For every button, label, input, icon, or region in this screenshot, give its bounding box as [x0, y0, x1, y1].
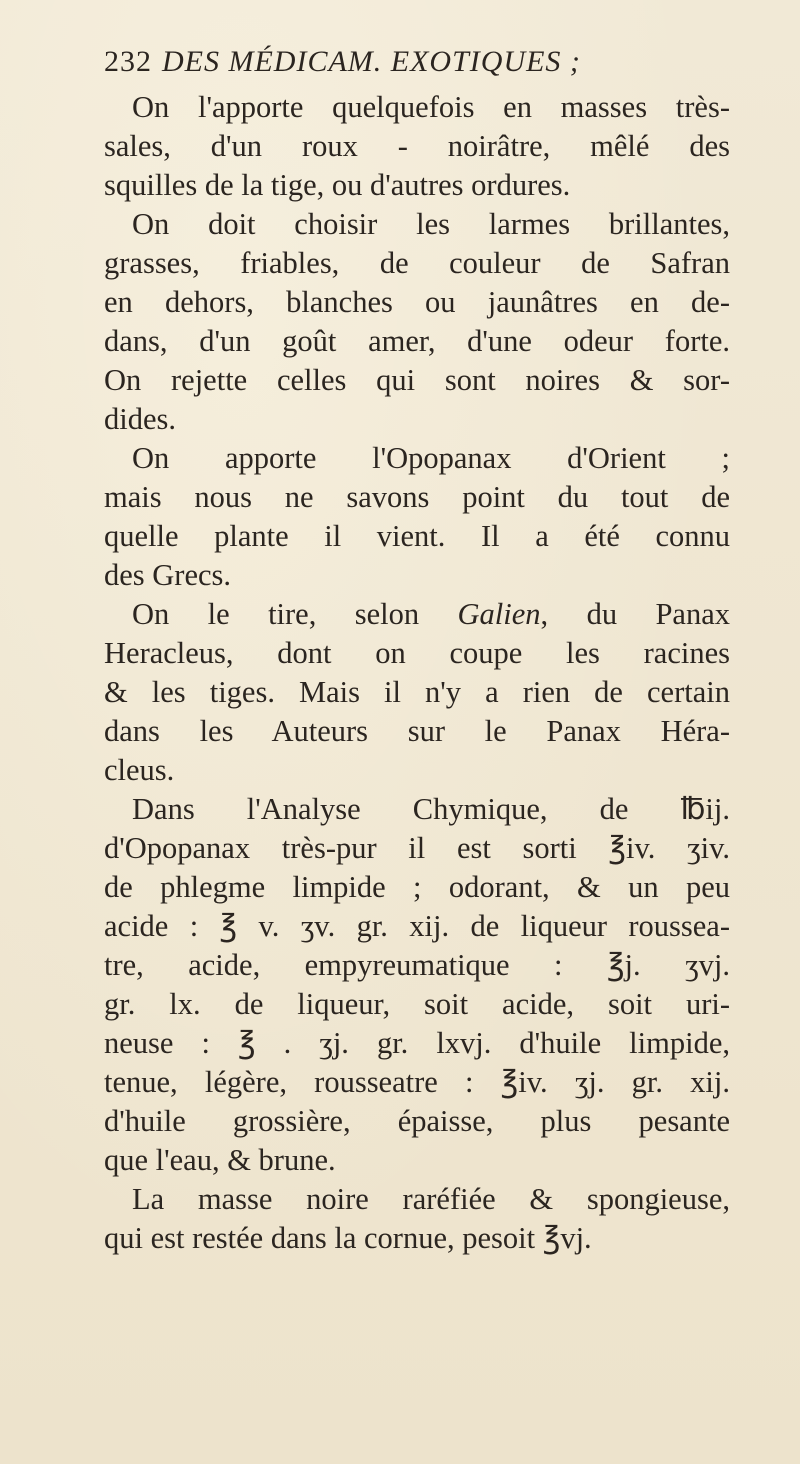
text-line: On l'apporte quelquefois en masses très-: [132, 90, 730, 124]
paragraph: [104, 88, 730, 205]
page-header: [104, 36, 730, 88]
text-line: tenue, légère, rousseatre : ℥iv. ʒj. gr. xij.: [104, 1065, 730, 1099]
running-title: DES MÉDICAM. EXOTIQUES ;: [162, 45, 581, 78]
text-line: sales, d'un roux - noirâtre, mêlé des: [104, 129, 730, 163]
paragraph: [104, 790, 730, 1180]
text-line: On doit choisir les larmes brillantes,: [132, 207, 730, 241]
text-line: Heracleus, dont on coupe les racines: [104, 636, 730, 670]
text-line: des Grecs.: [104, 558, 232, 592]
text-line: dans, d'un goût amer, d'une odeur forte.: [104, 324, 730, 358]
text-line: squilles de la tige, ou d'autres ordures.: [104, 168, 571, 202]
text-line: dans les Auteurs sur le Panax Héra-: [104, 714, 730, 748]
text-segment: , du Panax: [540, 597, 731, 631]
text-line: tre, acide, empyreumatique : ℥j. ʒvj.: [104, 948, 730, 982]
body-text: [104, 88, 730, 1258]
text-line: en dehors, blanches ou jaunâtres en de-: [104, 285, 730, 319]
text-line: dides.: [104, 402, 177, 436]
text-line: de phlegme limpide ; odorant, & un peu: [104, 870, 730, 904]
author-name: Galien: [457, 597, 541, 631]
text-line: acide : ℥ v. ʒv. gr. xij. de liqueur roussea-: [104, 909, 730, 943]
text-line: qui est restée dans la cornue, pesoit ℥vj.: [104, 1221, 592, 1255]
text-line: Dans l'Analyse Chymique, de ℔ij.: [132, 792, 730, 826]
text-line: & les tiges. Mais il n'y a rien de certain: [104, 675, 730, 709]
text-segment: On le tire, selon: [132, 597, 458, 631]
text-line: [104, 595, 730, 634]
text-line: neuse : ℥ . ʒj. gr. lxvj. d'huile limpide,: [104, 1026, 730, 1060]
text-line: On apporte l'Opopanax d'Orient ;: [132, 441, 730, 475]
text-line: quelle plante il vient. Il a été connu: [104, 519, 730, 553]
text-line: mais nous ne savons point du tout de: [104, 480, 730, 514]
text-line: que l'eau, & brune.: [104, 1143, 336, 1177]
paragraph: [104, 205, 730, 439]
text-line: cleus.: [104, 753, 175, 787]
page-number: 232: [104, 45, 152, 78]
text-line: d'huile grossière, épaisse, plus pesante: [104, 1104, 730, 1138]
text-line: La masse noire raréfiée & spongieuse,: [132, 1182, 730, 1216]
text-line: gr. lx. de liqueur, soit acide, soit uri-: [104, 987, 730, 1021]
paragraph: [104, 595, 730, 790]
text-line: d'Opopanax très-pur il est sorti ℥iv. ʒiv.: [104, 831, 730, 865]
text-line: grasses, friables, de couleur de Safran: [104, 246, 730, 280]
paragraph: [104, 439, 730, 595]
paragraph: [104, 1180, 730, 1258]
text-line: On rejette celles qui sont noires & sor-: [104, 363, 730, 397]
